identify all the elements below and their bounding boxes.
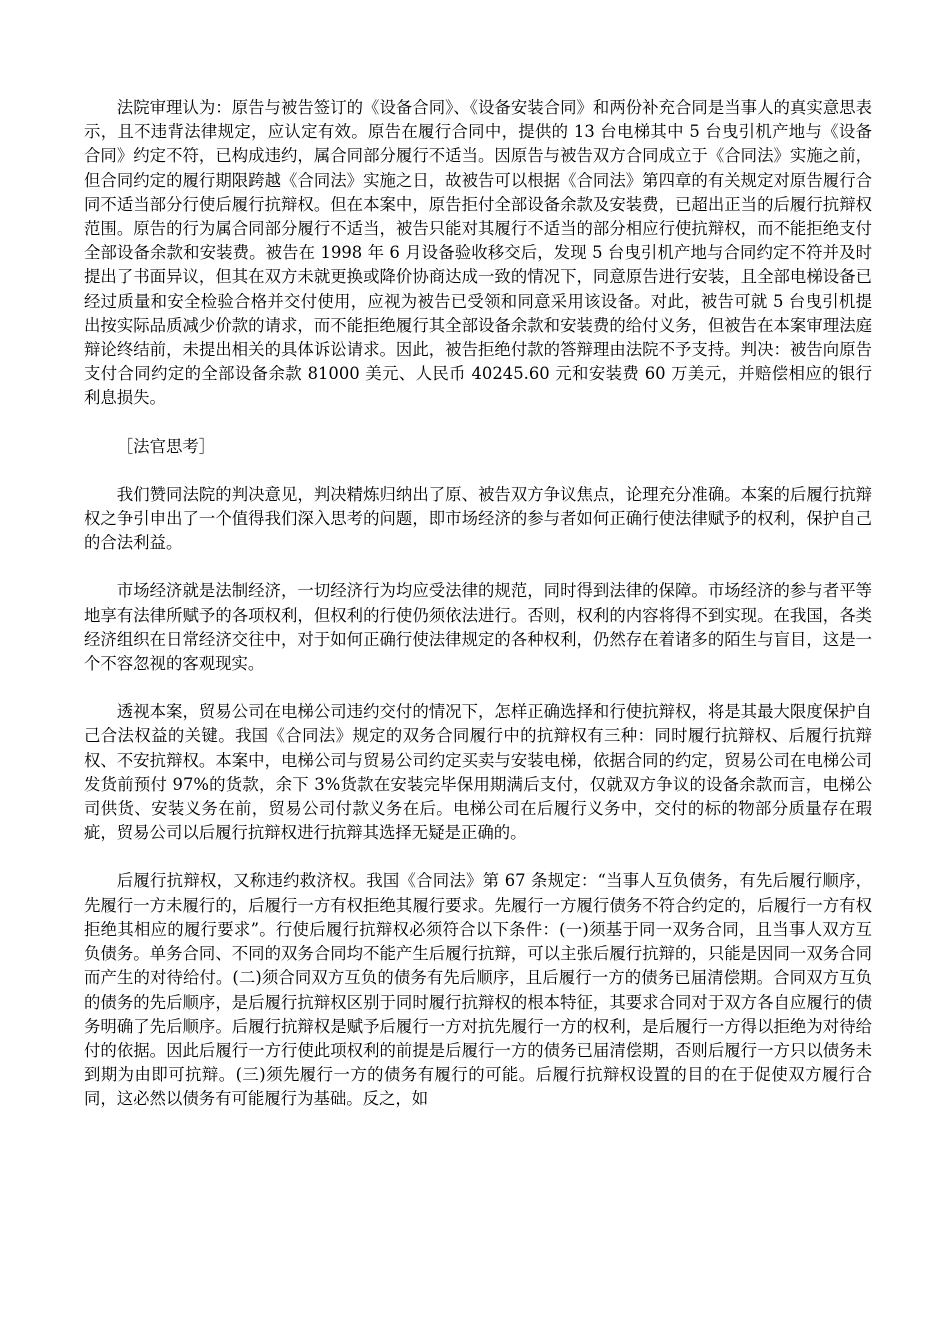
paragraph-defense-right: 后履行抗辩权，又称违约救济权。我国《合同法》第 67 条规定：“当事人互负债务，有先后履行顺序，先履行一方未履行的，后履行一方有权拒绝其履行要求。先履行一方履行债务不符合约定的，后履行一方有权拒绝其相应的履行要求”。行使后履行抗辩权必须符合以下条件：(一)须基于同一双务合同，且当事人双方互负债务。单务合同、不同的双务合同均不能产生后履行抗辩，可以主张后履行抗辩的，只能是因同一双务合同而产生的对待给付。(二)须合同双方互负的债务有先后顺序，且后履行一方的债务已届清偿期。合同双方互负的债务的先后顺序，是后履行抗辩权区别于同时履行抗辩权的根本特征，其要求合同对于双方各自应履行的债务明确了先后顺序。后履行抗辩权是赋予后履行一方对抗先履行一方的权利，是后履行一方得以拒绝为对待给付的依据。因此后履行一方行使此项权利的前提是后履行一方的债务已届清偿期，否则后履行一方只以债务未到期为由即可抗辩。(三)须先履行一方的债务有履行的可能。后履行抗辩权设置的目的在于促使双方履行合同，这必然以债务有可能履行为基础。反之，如 (84, 871, 872, 1109)
paragraph-agreement: 我们赞同法院的判决意见，判决精炼归纳出了原、被告双方争议焦点，论理充分准确。本案的后履行抗辩权之争引申出了一个值得我们深入思考的问题，即市场经济的参与者如何正确行使法律赋予的权利，保护自己的合法利益。 (84, 484, 872, 553)
paragraph-case-analysis: 透视本案，贸易公司在电梯公司违约交付的情况下，怎样正确选择和行使抗辩权，将是其最大限度保护自己合法权益的关键。我国《合同法》规定的双务合同履行中的抗辩权有三种：同时履行抗辩权、后履行抗辩权、不安抗辩权。本案中，电梯公司与贸易公司约定买卖与安装电梯，依据合同的约定，贸易公司在电梯公司发货前预付 97%的货款，余下 3%货款在安装完毕保用期满后支付，仅就双方争议的设备余款而言，电梯公司供货、安装义务在前，贸易公司付款义务在后。电梯公司在后履行义务中，交付的标的物部分质量存在瑕疵，贸易公司以后履行抗辩权进行抗辩其选择无疑是正确的。 (84, 702, 872, 843)
document-body (84, 96, 872, 1112)
paragraph-market-economy: 市场经济就是法制经济，一切经济行为均应受法律的规范，同时得到法律的保障。市场经济的参与者平等地享有法律所赋予的各项权利，但权利的行使仍须依法进行。否则，权利的内容将得不到实现。在我国，各类经济组织在日常经济交往中，对于如何正确行使法律规定的各种权利，仍然存在着诸多的陌生与盲目，这是一个不容忽视的客观现实。 (84, 581, 872, 674)
section-heading-judge-thoughts: ［法官思考］ (116, 436, 216, 456)
paragraph-court-reasoning: 法院审理认为：原告与被告签订的《设备合同》、《设备安装合同》和两份补充合同是当事人的真实意思表示，且不违背法律规定，应认定有效。原告在履行合同中，提供的 13 台电梯其中 5 台曳引机产地与《设备合同》约定不符，已构成违约，属合同部分履行不适当。因原告与被告双方合同成立于《合同法》实施之前，但合同约定的履行期限跨越《合同法》实施之日，故被告可以根据《合同法》第四章的有关规定对原告履行合同不适当部分行使后履行抗辩权。但在本案中，原告拒付全部设备余款及安装费，已超出正当的后履行抗辩权范围。原告的行为属合同部分履行不适当，被告只能对其履行不适当的部分相应行使抗辩权，而不能拒绝支付全部设备余款和安装费。被告在 1998 年 6 月设备验收移交后，发现 5 台曳引机产地与合同约定不符并及时提出了书面异议，但其在双方未就更换或降价协商达成一致的情况下，同意原告进行安装，且全部电梯设备已经过质量和安全检验合格并交付使用，应视为被告已受领和同意采用该设备。对此，被告可就 5 台曳引机提出按实际品质减少价款的请求，而不能拒绝履行其全部设备余款和安装费的给付义务，但被告在本案审理法庭辩论终结前，未提出相关的具体诉讼请求。因此，被告拒绝付款的答辩理由法院不予支持。判决：被告向原告支付合同约定的全部设备余款 81000 美元、人民币 40245.60 元和安装费 60 万美元，并赔偿相应的银行利息损失。 (84, 98, 872, 408)
